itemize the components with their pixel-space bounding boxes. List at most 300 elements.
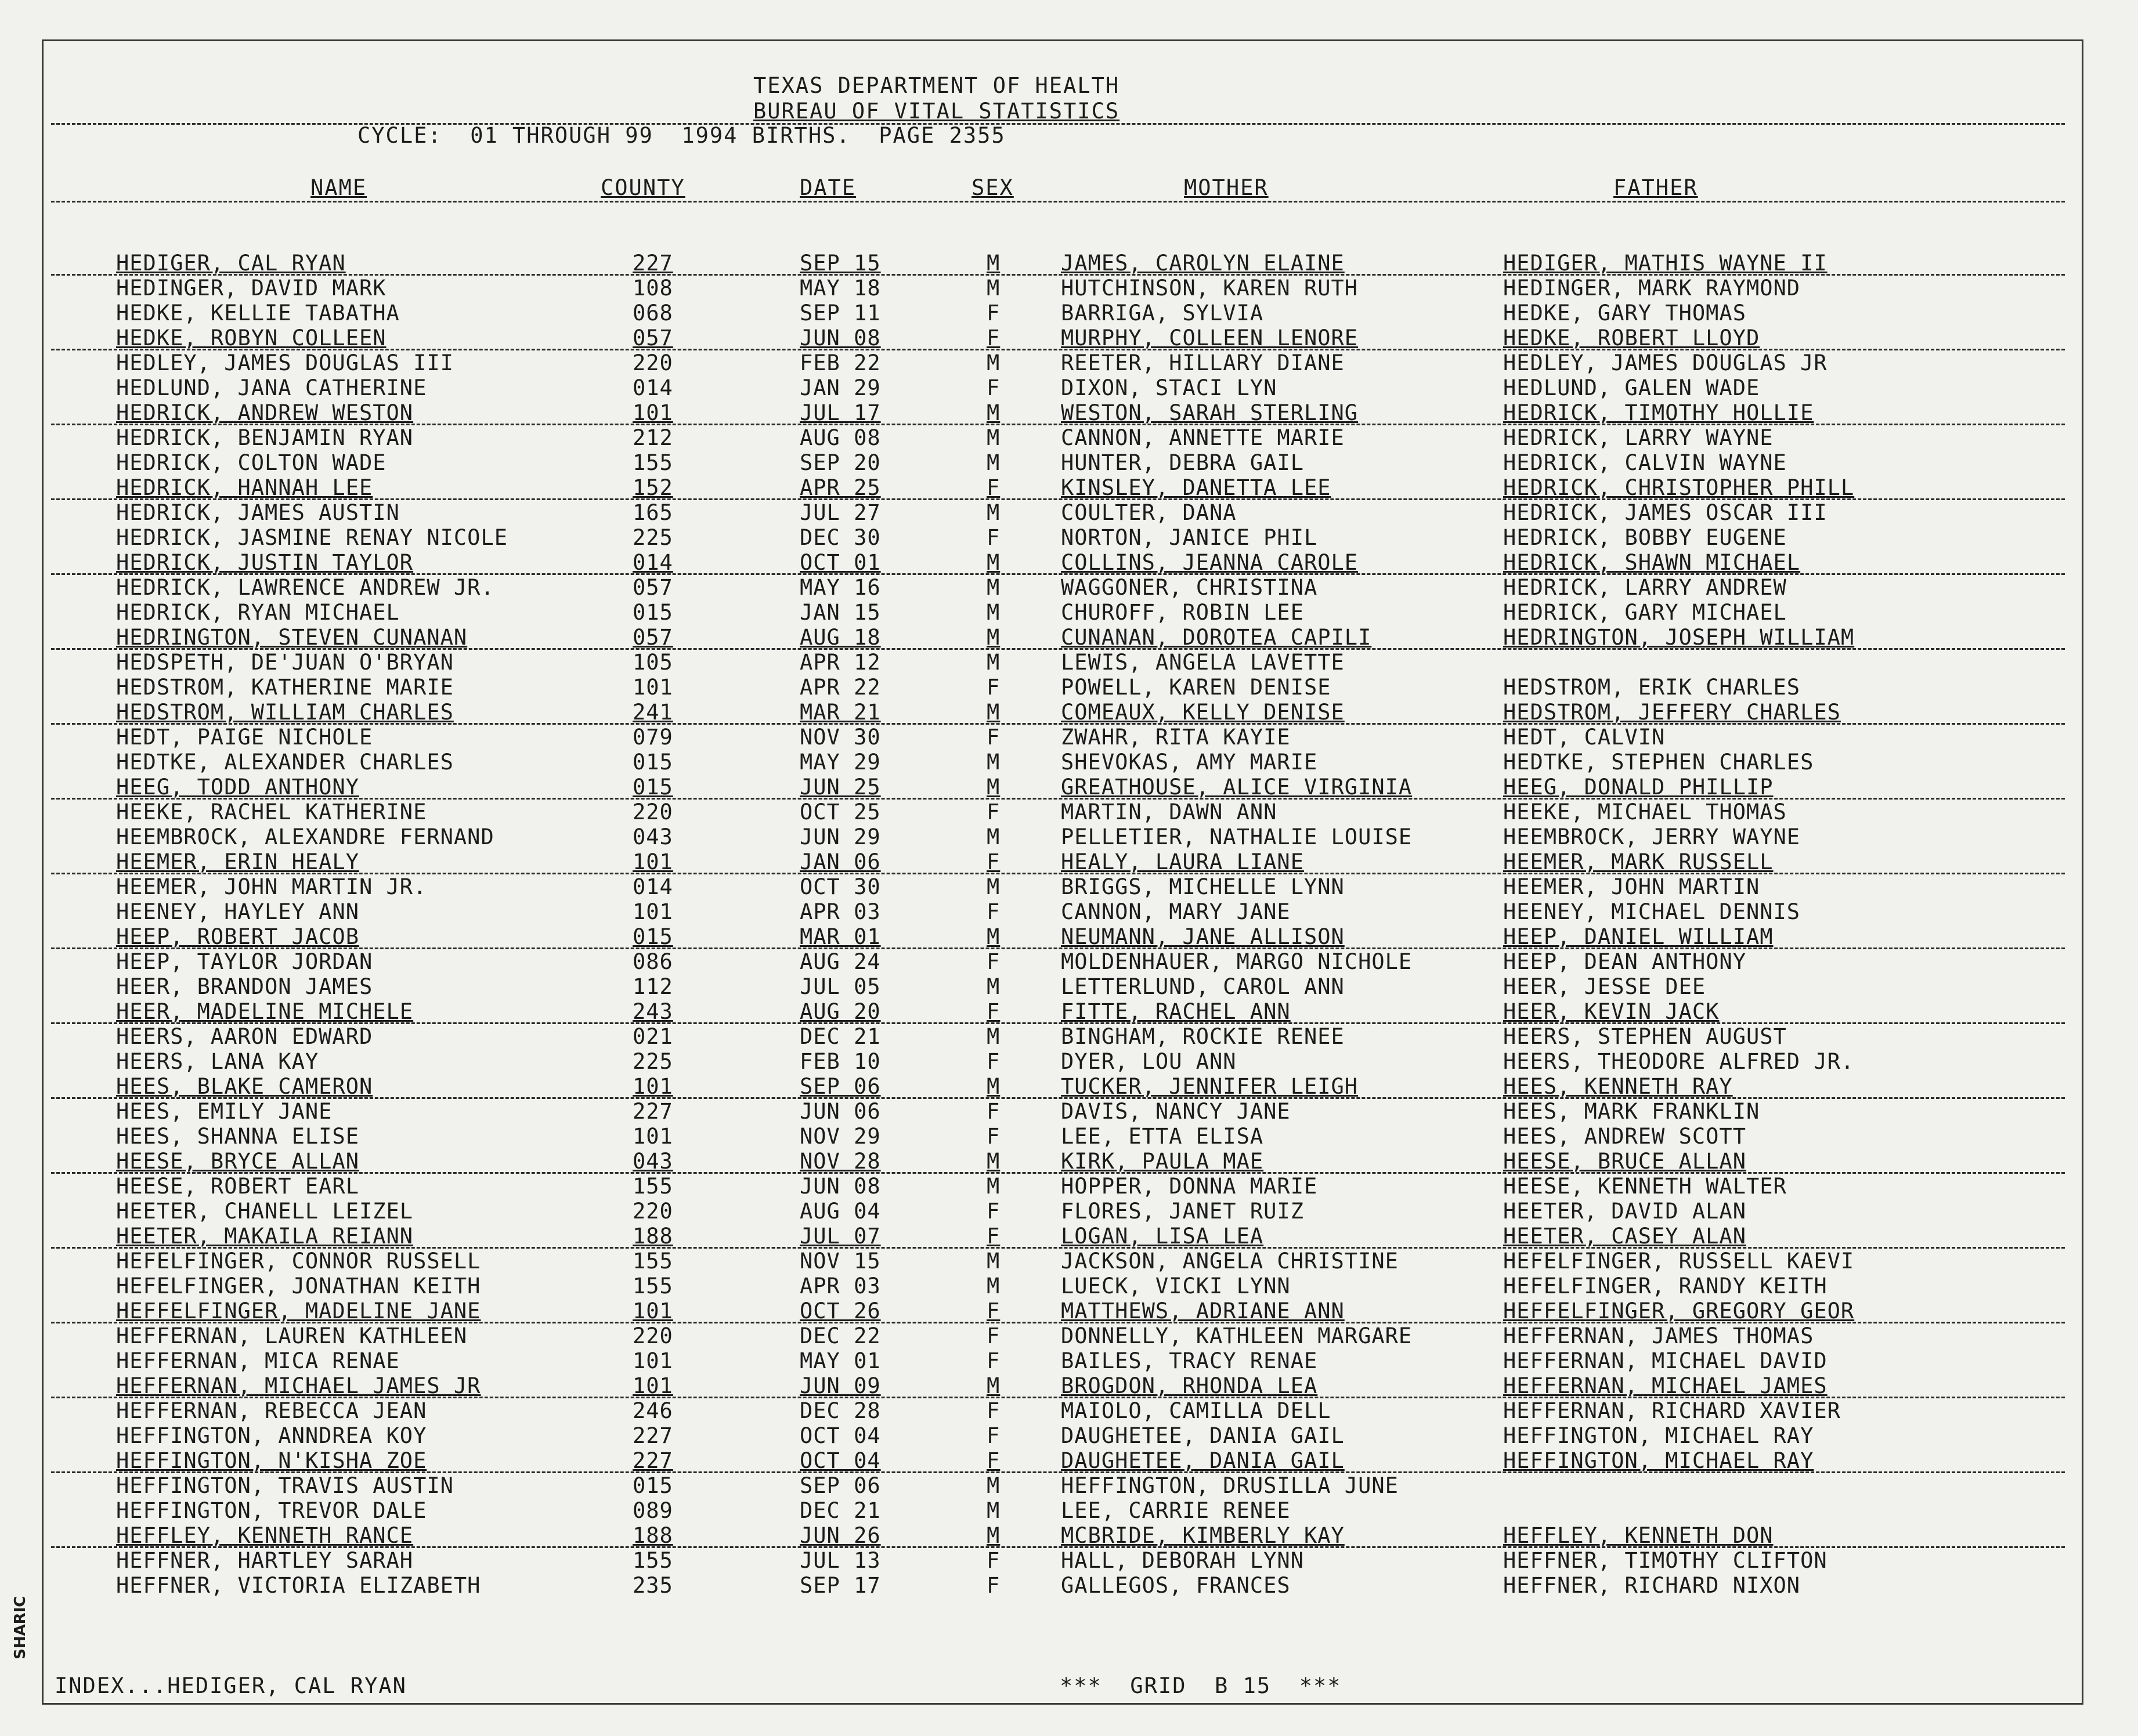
table-row bbox=[0, 1049, 2138, 1074]
cell-mother: GREATHOUSE, ALICE VIRGINIA bbox=[1061, 775, 1413, 800]
cell-mother: MOLDENHAUER, MARGO NICHOLE bbox=[1061, 949, 1413, 974]
cell-mother: LEE, CARRIE RENEE bbox=[1061, 1498, 1291, 1523]
table-row bbox=[0, 251, 2138, 276]
cell-name: HEFFELFINGER, MADELINE JANE bbox=[116, 1299, 481, 1323]
cell-mother: HUTCHINSON, KAREN RUTH bbox=[1061, 276, 1359, 301]
cell-father: HEDRICK, CHRISTOPHER PHILL bbox=[1503, 475, 1855, 500]
table-row bbox=[0, 1224, 2138, 1249]
cell-name: HEFELFINGER, JONATHAN KEITH bbox=[116, 1274, 481, 1299]
cell-name: HEFFINGTON, ANNDREA KOY bbox=[116, 1423, 427, 1448]
cell-county: 105 bbox=[633, 650, 673, 675]
cell-county: 086 bbox=[633, 949, 673, 974]
cell-name: HEFELFINGER, CONNOR RUSSELL bbox=[116, 1249, 481, 1274]
cell-date: NOV 28 bbox=[800, 1149, 881, 1174]
cell-date: OCT 04 bbox=[800, 1448, 881, 1473]
cell-father: HEFFERNAN, JAMES THOMAS bbox=[1503, 1323, 1814, 1348]
cell-county: 155 bbox=[633, 1548, 673, 1573]
cell-name: HEEP, ROBERT JACOB bbox=[116, 924, 359, 949]
cell-date: JUN 06 bbox=[800, 1099, 881, 1124]
column-header-father: FATHER bbox=[1613, 175, 1698, 200]
cell-name: HEFFINGTON, TREVOR DALE bbox=[116, 1498, 427, 1523]
cell-sex: M bbox=[987, 1498, 1001, 1523]
cell-date: SEP 06 bbox=[800, 1074, 881, 1099]
cell-county: 155 bbox=[633, 450, 673, 475]
cell-date: OCT 04 bbox=[800, 1423, 881, 1448]
cell-county: 188 bbox=[633, 1523, 673, 1548]
cell-county: 188 bbox=[633, 1224, 673, 1249]
column-header-divider bbox=[51, 201, 2065, 202]
cell-county: 014 bbox=[633, 550, 673, 575]
cell-county: 227 bbox=[633, 1099, 673, 1124]
cell-mother: FLORES, JANET RUIZ bbox=[1061, 1199, 1304, 1224]
cell-sex: M bbox=[987, 550, 1001, 575]
cell-sex: F bbox=[987, 1348, 1001, 1373]
cell-mother: MURPHY, COLLEEN LENORE bbox=[1061, 326, 1359, 350]
cell-name: HEES, EMILY JANE bbox=[116, 1099, 333, 1124]
cell-sex: F bbox=[987, 1224, 1001, 1249]
table-row bbox=[0, 725, 2138, 750]
table-row bbox=[0, 375, 2138, 400]
cell-name: HEDTKE, ALEXANDER CHARLES bbox=[116, 750, 454, 775]
cell-date: NOV 30 bbox=[800, 725, 881, 750]
cell-father: HEDIGER, MATHIS WAYNE II bbox=[1503, 251, 1828, 276]
table-row bbox=[0, 1323, 2138, 1348]
cell-name: HEEKE, RACHEL KATHERINE bbox=[116, 800, 427, 824]
cell-name: HEENEY, HAYLEY ANN bbox=[116, 899, 359, 924]
cell-father: HEDRICK, JAMES OSCAR III bbox=[1503, 500, 1828, 525]
table-row bbox=[0, 475, 2138, 500]
cell-father: HEEMBROCK, JERRY WAYNE bbox=[1503, 824, 1801, 849]
cell-sex: M bbox=[987, 750, 1001, 775]
cell-mother: FITTE, RACHEL ANN bbox=[1061, 999, 1291, 1024]
table-row bbox=[0, 800, 2138, 824]
cell-mother: HOPPER, DONNA MARIE bbox=[1061, 1174, 1318, 1199]
cell-county: 220 bbox=[633, 1199, 673, 1224]
cell-date: DEC 30 bbox=[800, 525, 881, 550]
table-row bbox=[0, 1124, 2138, 1149]
column-header-sex: SEX bbox=[972, 175, 1014, 200]
cell-sex: M bbox=[987, 1074, 1001, 1099]
table-row bbox=[0, 350, 2138, 375]
table-row bbox=[0, 450, 2138, 475]
table-row bbox=[0, 1274, 2138, 1299]
cell-name: HEES, BLAKE CAMERON bbox=[116, 1074, 373, 1099]
cell-name: HEFFERNAN, REBECCA JEAN bbox=[116, 1398, 427, 1423]
cell-county: 089 bbox=[633, 1498, 673, 1523]
cell-date: SEP 17 bbox=[800, 1573, 881, 1598]
cell-mother: MARTIN, DAWN ANN bbox=[1061, 800, 1277, 824]
cell-father: HEEP, DEAN ANTHONY bbox=[1503, 949, 1746, 974]
cell-date: APR 12 bbox=[800, 650, 881, 675]
cell-sex: F bbox=[987, 1448, 1001, 1473]
table-row bbox=[0, 1149, 2138, 1174]
cell-mother: SHEVOKAS, AMY MARIE bbox=[1061, 750, 1318, 775]
table-row bbox=[0, 1523, 2138, 1548]
cell-mother: LOGAN, LISA LEA bbox=[1061, 1224, 1264, 1249]
table-row bbox=[0, 1074, 2138, 1099]
cell-name: HEEG, TODD ANTHONY bbox=[116, 775, 359, 800]
cell-name: HEEP, TAYLOR JORDAN bbox=[116, 949, 373, 974]
cell-sex: F bbox=[987, 1398, 1001, 1423]
cell-father: HEDT, CALVIN bbox=[1503, 725, 1666, 750]
cell-county: 155 bbox=[633, 1174, 673, 1199]
cell-date: APR 25 bbox=[800, 475, 881, 500]
cell-father: HEDRICK, LARRY ANDREW bbox=[1503, 575, 1787, 600]
cell-mother: PELLETIER, NATHALIE LOUISE bbox=[1061, 824, 1413, 849]
cell-father: HEDKE, GARY THOMAS bbox=[1503, 301, 1746, 326]
cell-mother: ZWAHR, RITA KAYIE bbox=[1061, 725, 1291, 750]
cell-sex: F bbox=[987, 1323, 1001, 1348]
cell-father: HEDRICK, TIMOTHY HOLLIE bbox=[1503, 400, 1814, 425]
cell-name: HEER, MADELINE MICHELE bbox=[116, 999, 414, 1024]
cell-father: HEDRICK, CALVIN WAYNE bbox=[1503, 450, 1787, 475]
table-row bbox=[0, 500, 2138, 525]
cell-father: HEER, KEVIN JACK bbox=[1503, 999, 1720, 1024]
cell-date: DEC 21 bbox=[800, 1024, 881, 1049]
cell-mother: LEE, ETTA ELISA bbox=[1061, 1124, 1264, 1149]
table-row bbox=[0, 849, 2138, 874]
cell-father: HEEMER, MARK RUSSELL bbox=[1503, 849, 1774, 874]
cell-name: HEEMER, ERIN HEALY bbox=[116, 849, 359, 874]
cell-sex: M bbox=[987, 276, 1001, 301]
cell-name: HEETER, MAKAILA REIANN bbox=[116, 1224, 414, 1249]
cell-sex: M bbox=[987, 1149, 1001, 1174]
table-row bbox=[0, 1199, 2138, 1224]
cell-father: HEDRICK, SHAWN MICHAEL bbox=[1503, 550, 1801, 575]
cell-sex: F bbox=[987, 800, 1001, 824]
table-row bbox=[0, 650, 2138, 675]
cell-date: DEC 21 bbox=[800, 1498, 881, 1523]
cell-county: 015 bbox=[633, 600, 673, 625]
table-row bbox=[0, 1099, 2138, 1124]
cell-county: 079 bbox=[633, 725, 673, 750]
cell-sex: M bbox=[987, 700, 1001, 725]
cell-father: HEDRINGTON, JOSEPH WILLIAM bbox=[1503, 625, 1855, 650]
cell-father: HEETER, CASEY ALAN bbox=[1503, 1224, 1746, 1249]
cell-county: 243 bbox=[633, 999, 673, 1024]
cell-county: 235 bbox=[633, 1573, 673, 1598]
footer-index: INDEX...HEDIGER, CAL RYAN bbox=[55, 1673, 407, 1698]
cell-name: HEDRICK, RYAN MICHAEL bbox=[116, 600, 400, 625]
cell-county: 225 bbox=[633, 525, 673, 550]
cell-sex: F bbox=[987, 1049, 1001, 1074]
cell-date: MAR 21 bbox=[800, 700, 881, 725]
cell-county: 227 bbox=[633, 251, 673, 276]
cell-name: HEDINGER, DAVID MARK bbox=[116, 276, 387, 301]
cell-sex: F bbox=[987, 1099, 1001, 1124]
cell-sex: M bbox=[987, 650, 1001, 675]
cell-county: 101 bbox=[633, 675, 673, 700]
cell-sex: M bbox=[987, 874, 1001, 899]
cell-name: HEDRICK, JASMINE RENAY NICOLE bbox=[116, 525, 508, 550]
cell-sex: M bbox=[987, 924, 1001, 949]
cell-name: HEDSTROM, WILLIAM CHARLES bbox=[116, 700, 454, 725]
table-row bbox=[0, 550, 2138, 575]
cell-father: HEDRICK, LARRY WAYNE bbox=[1503, 425, 1774, 450]
cell-date: MAY 01 bbox=[800, 1348, 881, 1373]
cell-name: HEDLEY, JAMES DOUGLAS III bbox=[116, 350, 454, 375]
cell-date: JUL 05 bbox=[800, 974, 881, 999]
cell-mother: DONNELLY, KATHLEEN MARGARE bbox=[1061, 1323, 1413, 1348]
cell-sex: M bbox=[987, 251, 1001, 276]
table-row bbox=[0, 775, 2138, 800]
cell-mother: CANNON, MARY JANE bbox=[1061, 899, 1291, 924]
cell-county: 057 bbox=[633, 625, 673, 650]
table-row bbox=[0, 675, 2138, 700]
cell-father: HEFFERNAN, RICHARD XAVIER bbox=[1503, 1398, 1841, 1423]
cell-sex: F bbox=[987, 849, 1001, 874]
cell-date: AUG 18 bbox=[800, 625, 881, 650]
cell-father: HEFFNER, RICHARD NIXON bbox=[1503, 1573, 1801, 1598]
cell-mother: COMEAUX, KELLY DENISE bbox=[1061, 700, 1345, 725]
cell-name: HEDT, PAIGE NICHOLE bbox=[116, 725, 373, 750]
cell-father: HEERS, THEODORE ALFRED JR. bbox=[1503, 1049, 1855, 1074]
cell-name: HEFFERNAN, MICHAEL JAMES JR bbox=[116, 1373, 481, 1398]
cell-county: 212 bbox=[633, 425, 673, 450]
cell-name: HEERS, LANA KAY bbox=[116, 1049, 319, 1074]
cell-name: HEDSPETH, DE'JUAN O'BRYAN bbox=[116, 650, 454, 675]
cell-sex: F bbox=[987, 326, 1001, 350]
cell-mother: DYER, LOU ANN bbox=[1061, 1049, 1237, 1074]
cell-father: HEDLEY, JAMES DOUGLAS JR bbox=[1503, 350, 1828, 375]
cell-name: HEDKE, KELLIE TABATHA bbox=[116, 301, 400, 326]
cell-father: HEFELFINGER, RANDY KEITH bbox=[1503, 1274, 1828, 1299]
cell-mother: JAMES, CAROLYN ELAINE bbox=[1061, 251, 1345, 276]
cell-mother: CUNANAN, DOROTEA CAPILI bbox=[1061, 625, 1372, 650]
table-row bbox=[0, 276, 2138, 301]
cell-mother: DAUGHETEE, DANIA GAIL bbox=[1061, 1423, 1345, 1448]
cell-date: DEC 22 bbox=[800, 1323, 881, 1348]
cell-father: HEFFELFINGER, GREGORY GEOR bbox=[1503, 1299, 1855, 1323]
cell-father: HEFFNER, TIMOTHY CLIFTON bbox=[1503, 1548, 1828, 1573]
cell-date: SEP 11 bbox=[800, 301, 881, 326]
cell-sex: F bbox=[987, 949, 1001, 974]
table-row bbox=[0, 874, 2138, 899]
cell-date: JUL 13 bbox=[800, 1548, 881, 1573]
cell-date: MAY 16 bbox=[800, 575, 881, 600]
header-agency: TEXAS DEPARTMENT OF HEALTH bbox=[753, 73, 1120, 98]
cell-mother: BINGHAM, ROCKIE RENEE bbox=[1061, 1024, 1345, 1049]
table-row bbox=[0, 899, 2138, 924]
table-row bbox=[0, 575, 2138, 600]
cell-father: HEFFINGTON, MICHAEL RAY bbox=[1503, 1448, 1814, 1473]
cell-mother: LUECK, VICKI LYNN bbox=[1061, 1274, 1291, 1299]
cell-name: HEFFLEY, KENNETH RANCE bbox=[116, 1523, 414, 1548]
cell-date: OCT 30 bbox=[800, 874, 881, 899]
cell-sex: F bbox=[987, 525, 1001, 550]
cell-name: HEERS, AARON EDWARD bbox=[116, 1024, 373, 1049]
cell-father: HEFFERNAN, MICHAEL DAVID bbox=[1503, 1348, 1828, 1373]
cell-name: HEFFINGTON, TRAVIS AUSTIN bbox=[116, 1473, 454, 1498]
cell-mother: BARRIGA, SYLVIA bbox=[1061, 301, 1264, 326]
cell-county: 101 bbox=[633, 1074, 673, 1099]
cell-sex: M bbox=[987, 974, 1001, 999]
table-row bbox=[0, 1473, 2138, 1498]
cell-sex: F bbox=[987, 725, 1001, 750]
cell-mother: JACKSON, ANGELA CHRISTINE bbox=[1061, 1249, 1399, 1274]
table-row bbox=[0, 1299, 2138, 1323]
cell-father: HEFELFINGER, RUSSELL KAEVI bbox=[1503, 1249, 1855, 1274]
cell-mother: NORTON, JANICE PHIL bbox=[1061, 525, 1318, 550]
header-bureau: BUREAU OF VITAL STATISTICS bbox=[753, 99, 1120, 124]
cell-mother: GALLEGOS, FRANCES bbox=[1061, 1573, 1291, 1598]
cell-name: HEDRICK, LAWRENCE ANDREW JR. bbox=[116, 575, 494, 600]
cell-date: APR 03 bbox=[800, 899, 881, 924]
cell-mother: REETER, HILLARY DIANE bbox=[1061, 350, 1345, 375]
cell-county: 101 bbox=[633, 1373, 673, 1398]
cell-mother: DAUGHETEE, DANIA GAIL bbox=[1061, 1448, 1345, 1473]
cell-father: HEDSTROM, JEFFERY CHARLES bbox=[1503, 700, 1841, 725]
cell-date: MAY 29 bbox=[800, 750, 881, 775]
cell-date: MAY 18 bbox=[800, 276, 881, 301]
cell-name: HEFFERNAN, LAUREN KATHLEEN bbox=[116, 1323, 468, 1348]
cell-name: HEETER, CHANELL LEIZEL bbox=[116, 1199, 414, 1224]
cell-name: HEDRICK, HANNAH LEE bbox=[116, 475, 373, 500]
cell-sex: M bbox=[987, 1373, 1001, 1398]
table-row bbox=[0, 750, 2138, 775]
cell-county: 165 bbox=[633, 500, 673, 525]
cell-name: HEEMER, JOHN MARTIN JR. bbox=[116, 874, 427, 899]
cell-father: HEESE, BRUCE ALLAN bbox=[1503, 1149, 1746, 1174]
table-row bbox=[0, 1024, 2138, 1049]
cell-date: JAN 29 bbox=[800, 375, 881, 400]
cell-sex: M bbox=[987, 1523, 1001, 1548]
cell-name: HEESE, BRYCE ALLAN bbox=[116, 1149, 359, 1174]
cell-sex: F bbox=[987, 1423, 1001, 1448]
cell-county: 068 bbox=[633, 301, 673, 326]
table-row bbox=[0, 600, 2138, 625]
cell-name: HEDRINGTON, STEVEN CUNANAN bbox=[116, 625, 468, 650]
cell-county: 220 bbox=[633, 1323, 673, 1348]
cell-father: HEDKE, ROBERT LLOYD bbox=[1503, 326, 1760, 350]
cell-sex: M bbox=[987, 1274, 1001, 1299]
table-row bbox=[0, 1348, 2138, 1373]
cell-sex: M bbox=[987, 600, 1001, 625]
cell-sex: M bbox=[987, 824, 1001, 849]
cell-mother: HALL, DEBORAH LYNN bbox=[1061, 1548, 1304, 1573]
cell-mother: POWELL, KAREN DENISE bbox=[1061, 675, 1331, 700]
cell-sex: F bbox=[987, 375, 1001, 400]
cell-name: HEDLUND, JANA CATHERINE bbox=[116, 375, 427, 400]
cell-name: HEER, BRANDON JAMES bbox=[116, 974, 373, 999]
cell-date: JUL 07 bbox=[800, 1224, 881, 1249]
cell-county: 227 bbox=[633, 1448, 673, 1473]
table-row bbox=[0, 301, 2138, 326]
cell-date: APR 03 bbox=[800, 1274, 881, 1299]
cell-sex: M bbox=[987, 1249, 1001, 1274]
cell-sex: F bbox=[987, 999, 1001, 1024]
cell-father: HEERS, STEPHEN AUGUST bbox=[1503, 1024, 1787, 1049]
cell-mother: HUNTER, DEBRA GAIL bbox=[1061, 450, 1304, 475]
cell-father: HEDRICK, BOBBY EUGENE bbox=[1503, 525, 1787, 550]
cell-date: SEP 20 bbox=[800, 450, 881, 475]
cell-father: HEDTKE, STEPHEN CHARLES bbox=[1503, 750, 1814, 775]
cell-name: HEEMBROCK, ALEXANDRE FERNAND bbox=[116, 824, 494, 849]
cell-father: HEDRICK, GARY MICHAEL bbox=[1503, 600, 1787, 625]
cell-date: OCT 25 bbox=[800, 800, 881, 824]
cell-mother: MAIOLO, CAMILLA DELL bbox=[1061, 1398, 1331, 1423]
cell-father: HEES, MARK FRANKLIN bbox=[1503, 1099, 1760, 1124]
table-row bbox=[0, 326, 2138, 350]
cell-county: 015 bbox=[633, 1473, 673, 1498]
table-row bbox=[0, 400, 2138, 425]
table-row bbox=[0, 1398, 2138, 1423]
cell-sex: F bbox=[987, 1573, 1001, 1598]
cell-father: HEES, KENNETH RAY bbox=[1503, 1074, 1733, 1099]
cell-name: HEDRICK, ANDREW WESTON bbox=[116, 400, 414, 425]
table-row bbox=[0, 1423, 2138, 1448]
cell-name: HEES, SHANNA ELISE bbox=[116, 1124, 359, 1149]
cell-mother: BAILES, TRACY RENAE bbox=[1061, 1348, 1318, 1373]
cell-date: JUN 29 bbox=[800, 824, 881, 849]
cell-date: JUN 09 bbox=[800, 1373, 881, 1398]
cell-sex: M bbox=[987, 1473, 1001, 1498]
cell-county: 220 bbox=[633, 350, 673, 375]
cell-county: 014 bbox=[633, 874, 673, 899]
cell-date: NOV 15 bbox=[800, 1249, 881, 1274]
cell-county: 108 bbox=[633, 276, 673, 301]
cell-sex: M bbox=[987, 625, 1001, 650]
table-row bbox=[0, 1498, 2138, 1523]
cell-father: HEFFINGTON, MICHAEL RAY bbox=[1503, 1423, 1814, 1448]
table-row bbox=[0, 1373, 2138, 1398]
cell-father: HEEG, DONALD PHILLIP bbox=[1503, 775, 1774, 800]
cell-name: HEDSTROM, KATHERINE MARIE bbox=[116, 675, 454, 700]
cell-date: FEB 22 bbox=[800, 350, 881, 375]
cell-date: NOV 29 bbox=[800, 1124, 881, 1149]
cell-name: HEDRICK, BENJAMIN RYAN bbox=[116, 425, 414, 450]
cell-date: AUG 20 bbox=[800, 999, 881, 1024]
cell-mother: BROGDON, RHONDA LEA bbox=[1061, 1373, 1318, 1398]
table-row bbox=[0, 525, 2138, 550]
cell-mother: HEALY, LAURA LIANE bbox=[1061, 849, 1304, 874]
cell-date: JUN 26 bbox=[800, 1523, 881, 1548]
cell-sex: M bbox=[987, 425, 1001, 450]
cell-sex: M bbox=[987, 1024, 1001, 1049]
cell-name: HEDKE, ROBYN COLLEEN bbox=[116, 326, 387, 350]
cell-county: 112 bbox=[633, 974, 673, 999]
cell-mother: LEWIS, ANGELA LAVETTE bbox=[1061, 650, 1345, 675]
cell-name: HEFFNER, HARTLEY SARAH bbox=[116, 1548, 414, 1573]
cell-sex: F bbox=[987, 1548, 1001, 1573]
cell-county: 101 bbox=[633, 849, 673, 874]
cell-father: HEFFLEY, KENNETH DON bbox=[1503, 1523, 1774, 1548]
table-row bbox=[0, 1573, 2138, 1598]
column-header-name: NAME bbox=[310, 175, 367, 200]
table-row bbox=[0, 924, 2138, 949]
cell-sex: M bbox=[987, 350, 1001, 375]
cell-county: 241 bbox=[633, 700, 673, 725]
cell-county: 014 bbox=[633, 375, 673, 400]
cell-date: JUN 08 bbox=[800, 326, 881, 350]
cell-county: 101 bbox=[633, 1348, 673, 1373]
cell-father: HEDINGER, MARK RAYMOND bbox=[1503, 276, 1801, 301]
cell-sex: F bbox=[987, 1199, 1001, 1224]
cell-sex: F bbox=[987, 675, 1001, 700]
cell-county: 101 bbox=[633, 1124, 673, 1149]
cell-date: APR 22 bbox=[800, 675, 881, 700]
cell-county: 246 bbox=[633, 1398, 673, 1423]
cell-mother: WESTON, SARAH STERLING bbox=[1061, 400, 1359, 425]
cell-date: JAN 15 bbox=[800, 600, 881, 625]
cell-mother: DAVIS, NANCY JANE bbox=[1061, 1099, 1291, 1124]
cell-date: OCT 01 bbox=[800, 550, 881, 575]
cell-date: OCT 26 bbox=[800, 1299, 881, 1323]
cell-mother: COULTER, DANA bbox=[1061, 500, 1237, 525]
cell-county: 101 bbox=[633, 899, 673, 924]
cell-sex: F bbox=[987, 899, 1001, 924]
cell-county: 015 bbox=[633, 924, 673, 949]
